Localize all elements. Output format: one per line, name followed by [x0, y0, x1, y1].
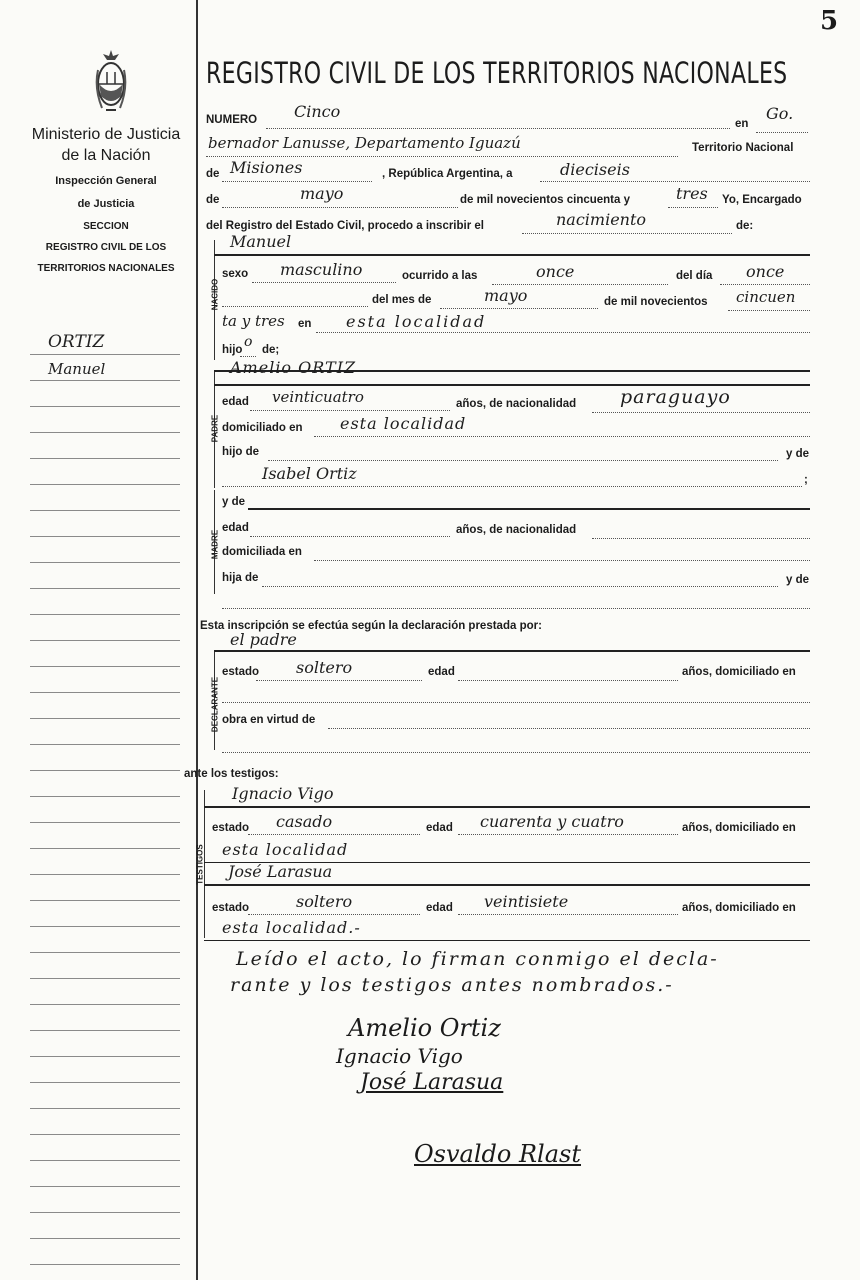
entry-numero: Cinco — [294, 102, 341, 121]
margin-rule — [30, 484, 180, 485]
label-obra: obra en virtud de — [222, 714, 316, 726]
label-edad-t2: edad — [426, 902, 453, 914]
signature-4: Osvaldo Rlast — [414, 1140, 581, 1168]
page-title: REGISTRO CIVIL DE LOS TERRITORIOS NACIONALES — [206, 56, 788, 90]
section-2: REGISTRO CIVIL DE LOS — [45, 242, 167, 253]
margin-rule — [30, 614, 180, 615]
label-republica: , República Argentina, a — [382, 168, 513, 180]
label-ocurrido: ocurrido a las — [402, 270, 478, 282]
label-domiciliado-padre: domiciliado en — [222, 422, 303, 434]
label-mil-cincuenta: de mil novecientos cincuenta y — [460, 194, 630, 206]
label-sexo: sexo — [222, 268, 249, 280]
margin-rule — [30, 562, 180, 563]
margin-rule — [30, 822, 180, 823]
entry-mes-nac: mayo — [484, 286, 528, 305]
closing-line-2: rante y los testigos antes nombrados.- — [230, 974, 674, 996]
label-estado-t2: estado — [212, 902, 250, 914]
label-hijo: hijo — [222, 344, 243, 356]
margin-rule — [30, 354, 180, 355]
label-mil-novecientos: de mil novecientos — [604, 296, 708, 308]
margin-rule — [30, 1238, 180, 1239]
ministry-heading — [20, 124, 192, 275]
margin-rule — [30, 796, 180, 797]
closing-line-1: Leído el acto, lo firman conmigo el decla- — [236, 948, 719, 970]
label-numero: NUMERO — [206, 114, 258, 126]
margin-given-name: Manuel — [48, 360, 106, 378]
margin-rule — [30, 1056, 180, 1057]
margin-rule — [30, 640, 180, 641]
margin-rule — [30, 432, 180, 433]
side-label-padre: PADRE — [210, 414, 220, 443]
label-del-dia: del día — [676, 270, 713, 282]
margin-rule — [30, 1134, 180, 1135]
entry-hora: once — [536, 262, 575, 281]
margin-rule — [30, 770, 180, 771]
margin-rule — [30, 1264, 180, 1265]
side-label-madre: MADRE — [210, 529, 220, 560]
margin-rule — [30, 1004, 180, 1005]
margin-rule — [30, 900, 180, 901]
margin-rule — [30, 744, 180, 745]
label-edad-declarante: edad — [428, 666, 455, 678]
signature-1: Amelio Ortiz — [348, 1014, 501, 1042]
label-anios-dom-t1: años, domiciliado en — [682, 822, 796, 834]
side-label-testigos: TESTIGOS — [195, 844, 205, 885]
margin-rule — [30, 1108, 180, 1109]
entry-acto: nacimiento — [556, 210, 647, 229]
margin-divider — [196, 0, 198, 1280]
label-anios-dom-declarante: años, domiciliado en — [682, 666, 796, 678]
side-label-declarante: DECLARANTE — [210, 676, 220, 733]
entry-testigo2-edad: veintisiete — [484, 892, 569, 911]
margin-rule — [30, 406, 180, 407]
label-en-lugar: en — [298, 318, 312, 330]
inspection-2: de Justicia — [77, 198, 135, 210]
entry-declarante: el padre — [230, 630, 297, 649]
entry-lugar-nac: esta localidad — [346, 312, 487, 331]
margin-rule — [30, 848, 180, 849]
margin-rule — [30, 1030, 180, 1031]
label-edad-madre: edad — [222, 522, 249, 534]
margin-rule — [30, 380, 180, 381]
entry-padre-nombre: Amelio ORTIZ — [230, 358, 357, 377]
entry-padre-nacionalidad: paraguayo — [620, 386, 731, 408]
label-declaracion: Esta inscripción se efectúa según la declaración prestada por: — [200, 620, 542, 632]
margin-surname: ORTIZ — [48, 332, 105, 352]
margin-rule — [30, 926, 180, 927]
section-3: TERRITORIOS NACIONALES — [37, 263, 175, 274]
entry-hijo: o — [244, 334, 253, 350]
label-estado-t1: estado — [212, 822, 250, 834]
entry-anio-nac-2: ta y tres — [222, 312, 285, 330]
label-en: en — [735, 118, 749, 130]
label-de-semicolon: de; — [262, 344, 280, 356]
label-semicolon: ; — [804, 474, 808, 486]
entry-padre-madre: Isabel Ortiz — [262, 464, 357, 483]
side-label-nacido: NACIDO — [210, 278, 220, 311]
ministry-name-1: Ministerio de Justicia — [31, 126, 181, 143]
margin-rule — [30, 510, 180, 511]
label-del-mes: del mes de — [372, 294, 432, 306]
margin-rule — [30, 536, 180, 537]
entry-mes: mayo — [300, 184, 344, 203]
label-y-de-padre: y de — [786, 448, 810, 460]
label-y-de-madre2: y de — [786, 574, 810, 586]
entry-testigo1-estado: casado — [276, 812, 333, 831]
entry-testigo2-estado: soltero — [296, 892, 353, 911]
entry-dia: once — [746, 262, 785, 281]
label-de: de — [206, 168, 220, 180]
entry-en: Go. — [766, 104, 794, 123]
label-de2: de — [206, 194, 220, 206]
label-y-de-madre: y de — [222, 496, 246, 508]
entry-sexo: masculino — [280, 260, 363, 279]
label-de-colon: de: — [736, 220, 754, 232]
entry-place: bernador Lanusse, Departamento Iguazú — [208, 134, 521, 152]
entry-padre-domicilio: esta localidad — [340, 414, 467, 433]
label-edad-t1: edad — [426, 822, 453, 834]
label-anios-nac-padre: años, de nacionalidad — [456, 398, 577, 410]
margin-rule — [30, 874, 180, 875]
entry-testigo1-nombre: Ignacio Vigo — [232, 784, 334, 803]
entry-declarante-estado: soltero — [296, 658, 353, 677]
margin-rule — [30, 718, 180, 719]
margin-rule — [30, 1212, 180, 1213]
entry-testigo2-domicilio: esta localidad.- — [222, 918, 361, 937]
entry-padre-edad: veinticuatro — [272, 388, 364, 406]
page-number: 5 — [820, 6, 839, 36]
entry-testigo1-edad: cuarenta y cuatro — [480, 812, 624, 831]
entry-anio-nac-1: cincuen — [736, 288, 796, 306]
label-domiciliada-madre: domiciliada en — [222, 546, 302, 558]
margin-rule — [30, 1160, 180, 1161]
margin-rule — [30, 692, 180, 693]
entry-territorio: Misiones — [230, 158, 303, 177]
entry-nombre: Manuel — [230, 232, 292, 251]
entry-testigo2-nombre: José Larasua — [228, 862, 333, 881]
section-1: SECCION — [83, 221, 129, 232]
entry-anio-texto: tres — [676, 184, 708, 203]
label-registro: del Registro del Estado Civil, procedo a inscribir el — [206, 220, 484, 232]
label-estado-declarante: estado — [222, 666, 260, 678]
entry-dia-texto: dieciseis — [560, 160, 630, 179]
label-anios-dom-t2: años, domiciliado en — [682, 902, 796, 914]
coat-of-arms-icon — [94, 48, 128, 120]
margin-rule — [30, 978, 180, 979]
signature-2: Ignacio Vigo — [336, 1044, 463, 1068]
margin-rule — [30, 1186, 180, 1187]
label-anios-nac-madre: años, de nacionalidad — [456, 524, 577, 536]
margin-rule — [30, 588, 180, 589]
label-hija-de: hija de — [222, 572, 259, 584]
label-yo-encargado: Yo, Encargado — [722, 194, 802, 206]
entry-testigo1-domicilio: esta localidad — [222, 840, 349, 859]
label-ante-testigos: ante los testigos: — [184, 768, 279, 780]
label-hijo-de: hijo de — [222, 446, 260, 458]
label-edad-padre: edad — [222, 396, 249, 408]
ministry-name-2: de la Nación — [61, 147, 151, 164]
inspection-1: Inspección General — [55, 175, 157, 187]
margin-rule — [30, 666, 180, 667]
margin-rule — [30, 458, 180, 459]
margin-rule — [30, 1082, 180, 1083]
label-territorio: Territorio Nacional — [692, 142, 794, 154]
margin-rule — [30, 952, 180, 953]
signature-3: José Larasua — [360, 1070, 504, 1095]
